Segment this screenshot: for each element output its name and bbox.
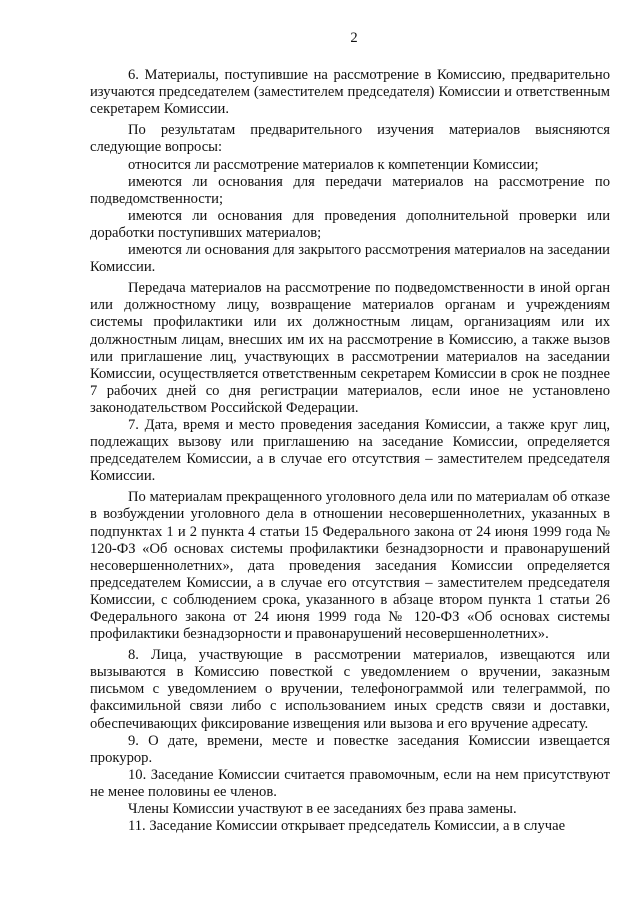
paragraph-question-transfer: имеются ли основания для передачи материалов на рассмотрение по подведомственности; — [90, 173, 610, 207]
page-number: 2 — [350, 30, 358, 46]
paragraph-9-prosecutor: 9. О дате, времени, месте и повестке заседания Комиссии извещается прокурор. — [90, 732, 610, 766]
paragraph-members-no-replacement: Члены Комиссии участвуют в ее заседаниях без права замены. — [128, 801, 517, 818]
paragraph-question-competence: относится ли рассмотрение материалов к компетенции Комиссии; — [128, 156, 539, 173]
paragraph-question-closed-review: имеются ли основания для закрытого рассмотрения материалов на заседании Комиссии. — [90, 242, 610, 276]
paragraph-transfer-materials: Передача материалов на рассмотрение по подведомственности в иной орган или должностному лицу, возвращение материалов органам и учреждениям системы профилактики или их должностным лицам, организациям или их должностным лицам, внесших им их на рассмотрение в Комиссию, а также вызов или приглашение лиц, участвующих в рассмотрении материалов на заседании Комиссии, осуществляется ответственным секретарем Комиссии в срок не позднее 7 рабочих дней со дня регистрации материалов, если иное не установлено законодательством Российской Федерации. — [90, 280, 610, 416]
paragraph-11-opening: 11. Заседание Комиссии открывает председатель Комиссии, а в случае — [128, 818, 566, 835]
paragraph-preliminary-study: По результатам предварительного изучения материалов выясняются следующие вопросы: — [90, 122, 610, 156]
paragraph-7-date-time-place: 7. Дата, время и место проведения заседания Комиссии, а также круг лиц, подлежащих вызову или приглашению на заседание Комиссии, определяется председателем Комиссии, а в случае его отсутствия – заместителем председателя Комиссии. — [90, 416, 610, 485]
paragraph-6-materials: 6. Материалы, поступившие на рассмотрение в Комиссию, предварительно изучаются председателем (заместителем председателя) Комиссии и ответственным секретарем Комиссии. — [90, 67, 610, 118]
paragraph-8-notification: 8. Лица, участвующие в рассмотрении материалов, извещаются или вызываются в Комиссию повесткой с уведомлением о вручении, заказным письмом с уведомлением о вручении, телефонограммой или телеграммой, по факсимильной связи либо с использованием иных средств связи и доставки, обеспечивающих фиксирование извещения или вызова и его вручение адресату. — [90, 647, 610, 732]
paragraph-criminal-case-materials: По материалам прекращенного уголовного дела или по материалам об отказе в возбуждении уголовного дела в отношении несовершеннолетних, указанных в подпунктах 1 и 2 пункта 4 статьи 15 Федерального закона от 24 июня 1999 года № 120-ФЗ «Об основах системы профилактики безнадзорности и правонарушений несовершеннолетних», дата проведения заседания Комиссии определяется председателем Комиссии, а в случае его отсутствия – заместителем председателя Комиссии, с соблюдением срока, указанного в абзаце втором пункта 1 статьи 26 Федерального закона от 24 июня 1999 года № 120-ФЗ «Об основах системы профилактики безнадзорности и правонарушений несовершеннолетних». — [90, 489, 610, 643]
paragraph-10-quorum: 10. Заседание Комиссии считается правомочным, если на нем присутствуют не менее половины ее членов. — [90, 766, 610, 800]
paragraph-question-additional-check: имеются ли основания для проведения дополнительной проверки или доработки поступивших материалов; — [90, 207, 610, 241]
